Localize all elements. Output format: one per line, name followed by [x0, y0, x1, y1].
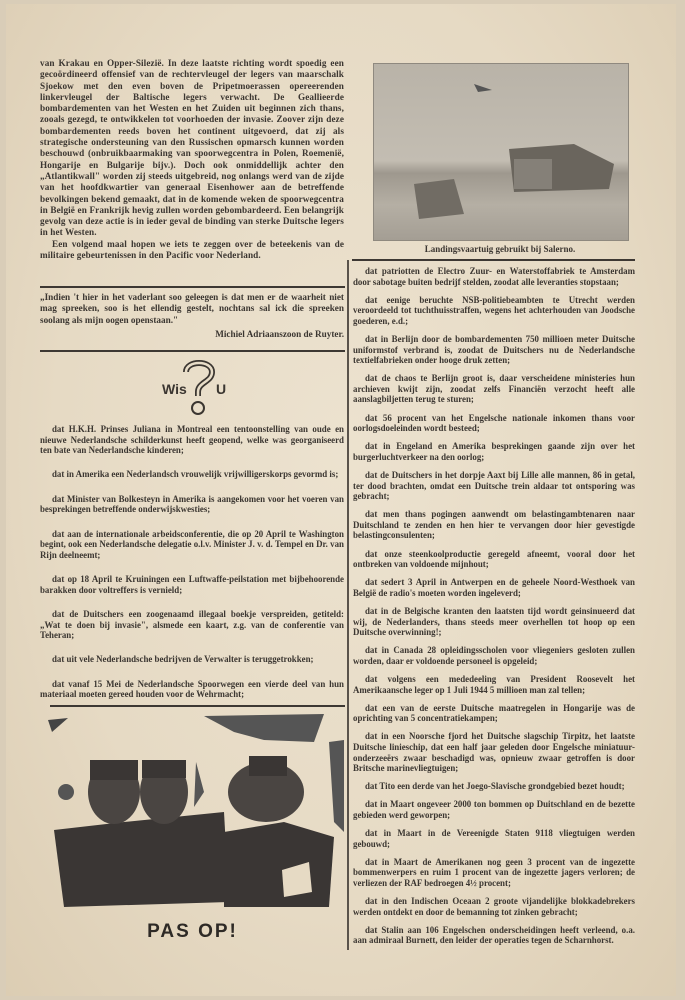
news-item: dat in Amerika een Nederlandsch vrouwelijk vrijwilligerskorps gevormd is; — [52, 469, 339, 480]
news-item: dat Minister van Bolkesteyn in Amerika is aangekomen voor het voeren van besprekingen betreffende onderwijskwesties; — [40, 493, 344, 515]
svg-text:U: U — [216, 381, 227, 397]
news-item: dat vanaf 15 Mei de Nederlandsche Spoorwegen een vierde deel van hun materiaal moeten gereed houden voor de Wehrmacht; — [40, 678, 344, 700]
divider — [50, 705, 345, 707]
photo-scene — [374, 64, 628, 240]
article-paragraph: van Krakau en Opper-Silezië. In deze laatste richting wordt spoedig een gecoördineerd offensief van de rechtervleugel der legers van maarschalk Sjoekow met den even boven de Pripetmoerassen opereerenden linkervleugel der Baltische legers verwacht. De Geallieerde bombardementen van het Westen en het Zuiden uit beginnen zich thans, zooals gezegd, te ontwikkelen tot voorhoeden der invasie. Zoover zijn deze bombardementen reeds boven het continent uitgevoerd, dat zij als strategische ondersteuning van den Russischen opmarsch kunnen worden beschouwd (onbruikbaarmaking van spoorwegcentra in Polen, Roemenië, Hongarije en Bulgarije bijv.). Doch ook onmiddellijk achter den „Atlantikwall" worden zij steeds uitgebreid, nog onlangs werd van de zijde van het hoofdkwartier van generaal Eisenhower aan de betreffende bevolkingen bekend gemaakt, dat in de komende weken de spoorwegcentra in België en Frankrijk hevig zullen worden gebombardeerd. Een belangrijk gevolg van deze actie is in ieder geval de binding van sterke Duitsche legers in het Westen. — [40, 58, 344, 238]
wist-u-list-left — [40, 424, 344, 700]
news-item: dat uit vele Nederlandsche bedrijven de Verwalter is teruggetrokken; — [52, 654, 314, 665]
wist-u-list-right — [353, 266, 635, 946]
divider — [40, 286, 345, 288]
news-item: dat op 18 April te Kruiningen een Luftwaffe-peilstation met bijbehoorende barakken door voltreffers is vernield; — [40, 574, 344, 595]
divider — [40, 350, 345, 352]
news-item: dat H.K.H. Prinses Juliana in Montreal een tentoonstelling van oude en nieuwe Nederlandsche schilderkunst heeft geopend, welke was georganiseerd ten bate van Nederlandsche kinderen; — [40, 424, 344, 456]
svg-text:Wis: Wis — [162, 381, 187, 397]
news-item: dat volgens een mededeeling van President Roosevelt het Amerikaansche leger op 1 Juli 1944 5 millioen man zal tellen; — [353, 674, 635, 695]
news-item: dat eenige beruchte NSB-politiebeambten te Utrecht werden veroordeeld tot tuchthuisstraffen, wegens het achterhouden van Joodsche goederen, e.d.; — [353, 294, 635, 326]
photo-caption: Landingsvaartuig gebruikt bij Salerno. — [424, 244, 576, 254]
news-item: dat in Berlijn door de bombardementen 750 millioen meter Duitsche uniformstof verbrand is, zoodat de Duitschers nu de Nederlandsche textielfabrieken onder hooge druk zetten; — [353, 334, 635, 366]
news-item: dat sedert 3 April in Antwerpen en de geheele Noord-Westhoek van België de radio's moeten worden ingeleverd; — [353, 577, 635, 598]
news-item: dat Tito een derde van het Joego-Slavische grondgebied bezet houdt; — [365, 781, 625, 792]
news-item: dat in Maart ongeveer 2000 ton bommen op Duitschland en de bezette gebieden werd geworpen; — [353, 799, 635, 820]
news-item: dat in de Belgische kranten den laatsten tijd wordt geinsinueerd dat wij, de Nederlanders, thans steeds meer overhellen tot hoop op een Duitsche overwinning!; — [353, 606, 635, 638]
photo-landing-craft — [373, 63, 629, 241]
news-item: dat de Duitschers in het dorpje Aaxt bij Lille alle mannen, 86 in getal, ter dood brachten, omdat een Duitsche trein aldaar tot ontsporing was gebracht; — [353, 470, 635, 502]
news-item: dat in Maart de Amerikanen nog geen 3 procent van de ingezette bommenwerpers en ruim 1 procent van de ingezette jagers verloren; de verliezen der RAF bedroegen 4½ procent; — [353, 856, 635, 888]
news-item: dat in Maart in de Vereenigde Staten 9118 vliegtuigen werden gebouwd; — [353, 828, 635, 849]
column-divider — [347, 260, 349, 950]
news-item: dat 56 procent van het Engelsche nationale inkomen thans voor oorlogsdoeleinden wordt besteed; — [353, 412, 635, 434]
cartoon-illustration — [44, 712, 344, 917]
quote-text: „Indien 't hier in het vaderlant soo geleegen is dat men er de waarheit niet mag spreeken, soo is het ellendig gestelt, nochtans sal ick die spreeken soolang als mijn oogen openstaan." — [40, 292, 344, 325]
article-paragraph: Een volgend maal hopen we iets te zeggen over de beteekenis van de militaire gebeurtenissen in den Pacific voor Nederland. — [40, 238, 344, 261]
news-item: dat een van de eerste Duitsche maatregelen in Hongarije was de oprichting van 5 concentratiekampen; — [353, 702, 635, 724]
news-item: dat aan de internationale arbeidsconferentie, die op 20 April te Washington begint, ook een Nederlandsche delegatie o.l.v. Minister J. v. d. Tempel en Dr. van Rijn deelneemt; — [40, 528, 344, 560]
news-item: dat in een Noorsche fjord het Duitsche slagschip Tirpitz, het laatste Duitsche linieschip, dat een half jaar geleden door Engelsche miniatuur-onderzeeërs zwaar beschadigd was, opnieuw zwaar getroffen is door Britsche marinevliegtuigen; — [353, 731, 635, 774]
article-text — [40, 58, 344, 261]
news-item: dat in den Indischen Oceaan 2 groote vijandelijke blokkadebrekers werden ontdekt en door de bemanning tot zinken gebracht; — [353, 896, 635, 917]
wist-u-logo — [160, 358, 240, 420]
news-item: dat de chaos te Berlijn groot is, daar verscheidene ministeries hun archieven kwijt zijn, zoodat zelfs Financiën verzocht heeft alle aanslagbiljetten terug te sturen; — [353, 373, 635, 405]
cartoon-caption: PAS OP! — [147, 921, 238, 942]
news-item: dat in Engeland en Amerika besprekingen gaande zijn over het burgerluchtverkeer na den oorlog; — [353, 441, 635, 462]
divider — [352, 259, 635, 261]
news-item: dat onze steenkoolproductie geregeld afneemt, vooral door het ontbreken van voldoende mijnhout; — [353, 548, 635, 570]
news-item: dat patriotten de Electro Zuur- en Waterstoffabriek te Amsterdam door sabotage buiten bedrijf stelden, zoodat alle leveranties stopstaan; — [353, 266, 635, 287]
news-item: dat men thans pogingen aanwendt om belastingambtenaren naar Duitschland te zenden en hen hier te vervangen door hier gevestigde belastingconsulenten; — [353, 509, 635, 541]
news-item: dat Stalin aan 106 Engelschen onderscheidingen heeft verleend, o.a. aan admiraal Burnett, den leider der operaties tegen de Scharnhorst. — [353, 924, 635, 946]
quote-author: Michiel Adriaanszoon de Ruyter. — [215, 328, 344, 339]
news-item: dat in Canada 28 opleidingsscholen voor vliegeniers gesloten zullen worden, daar er voldoende personeel is opgeleid; — [353, 645, 635, 666]
quote-block — [40, 292, 344, 340]
news-item: dat de Duitschers een zoogenaamd illegaal boekje verspreiden, getiteld: „Wat te doen bij invasie", alsmede een kaart, z.g. van de conferentie van Teheran; — [40, 608, 344, 641]
